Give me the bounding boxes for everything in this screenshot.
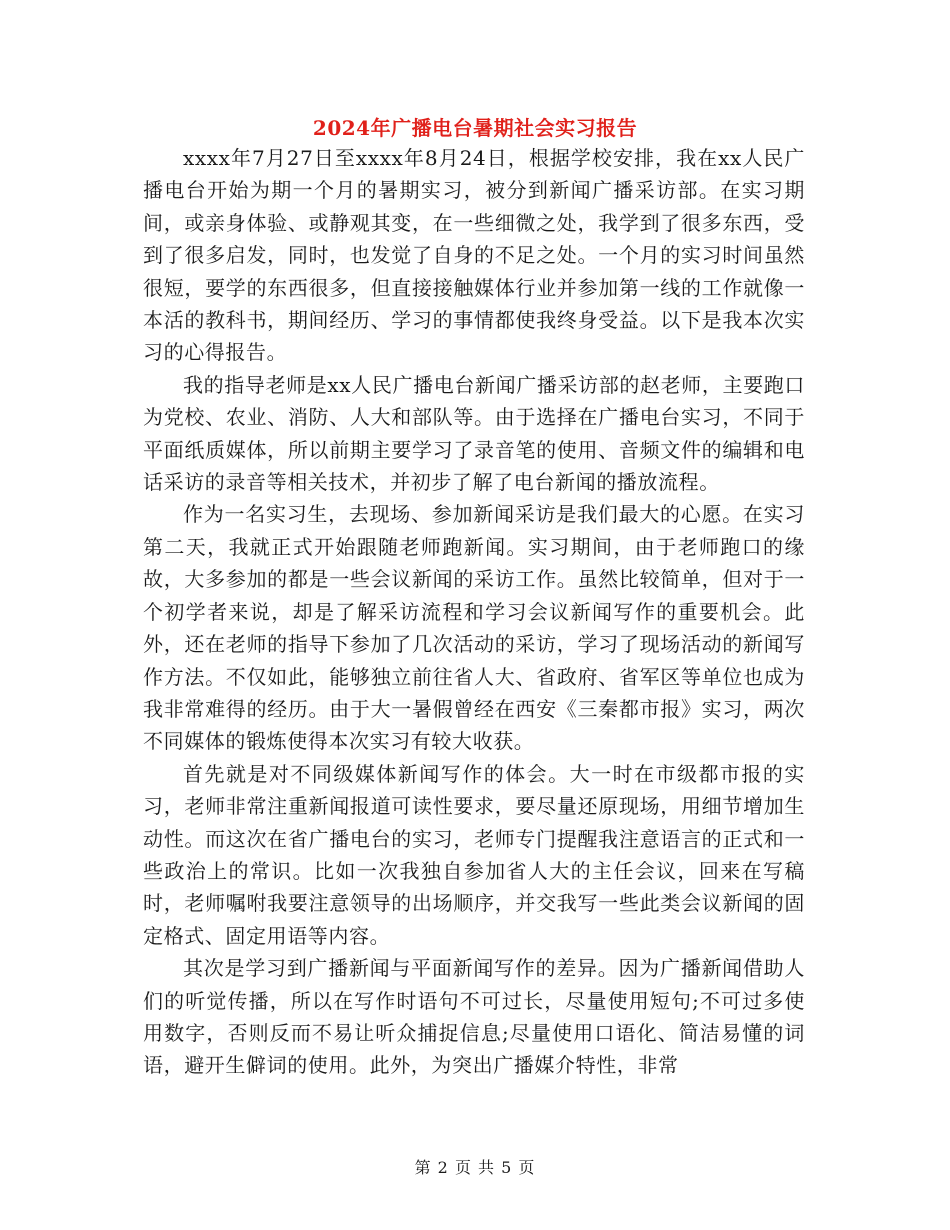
paragraph-2: 我的指导老师是xx人民广播电台新闻广播采访部的赵老师，主要跑口为党校、农业、消防、人大和部队等。由于选择在广播电台实习，不同于平面纸质媒体，所以前期主要学习了录音笔的使用、音频文件的编辑和电话采访的录音等相关技术，并初步了解了电台新闻的播放流程。 <box>143 372 805 495</box>
paragraph-4: 首先就是对不同级媒体新闻写作的体会。大一时在市级都市报的实习，老师非常注重新闻报道可读性要求，要尽量还原现场，用细节增加生动性。而这次在省广播电台的实习，老师专门提醒我注意语言的正式和一些政治上的常识。比如一次我独自参加省人大的主任会议，回来在写稿时，老师嘱咐我要注意领导的出场顺序，并交我写一些此类会议新闻的固定格式、固定用语等内容。 <box>143 761 805 948</box>
paragraph-5: 其次是学习到广播新闻与平面新闻写作的差异。因为广播新闻借助人们的听觉传播，所以在写作时语句不可过长，尽量使用短句;不可过多使用数字，否则反而不易让听众捕捉信息;尽量使用口语化、简洁易懂的词语，避开生僻词的使用。此外，为突出广播媒介特性，非常 <box>143 956 805 1078</box>
paragraph-3: 作为一名实习生，去现场、参加新闻采访是我们最大的心愿。在实习第二天，我就正式开始跟随老师跑新闻。实习期间，由于老师跑口的缘故，大多参加的都是一些会议新闻的采访工作。虽然比较简单，但对于一个初学者来说，却是了解采访流程和学习会议新闻写作的重要机会。此外，还在老师的指导下参加了几次活动的采访，学习了现场活动的新闻写作方法。不仅如此，能够独立前往省人大、省政府、省军区等单位也成为我非常难得的经历。由于大一暑假曾经在西安《三秦都市报》实习，两次不同媒体的锻炼使得本次实习有较大收获。 <box>143 502 805 754</box>
page-number-footer: 第 2 页 共 5 页 <box>414 1158 536 1177</box>
document-title: 2024年广播电台暑期社会实习报告 <box>312 116 638 140</box>
document-body <box>143 142 805 1082</box>
paragraph-1: xxxx年7月27日至xxxx年8月24日，根据学校安排，我在xx人民广播电台开始为期一个月的暑期实习，被分到新闻广播采访部。在实习期间，或亲身体验、或静观其变，在一些细微之处，我学到了很多东西，受到了很多启发，同时，也发觉了自身的不足之处。一个月的实习时间虽然很短，要学的东西很多，但直接接触媒体行业并参加第一线的工作就像一本活的教科书，期间经历、学习的事情都使我终身受益。以下是我本次实习的心得报告。 <box>143 146 805 365</box>
